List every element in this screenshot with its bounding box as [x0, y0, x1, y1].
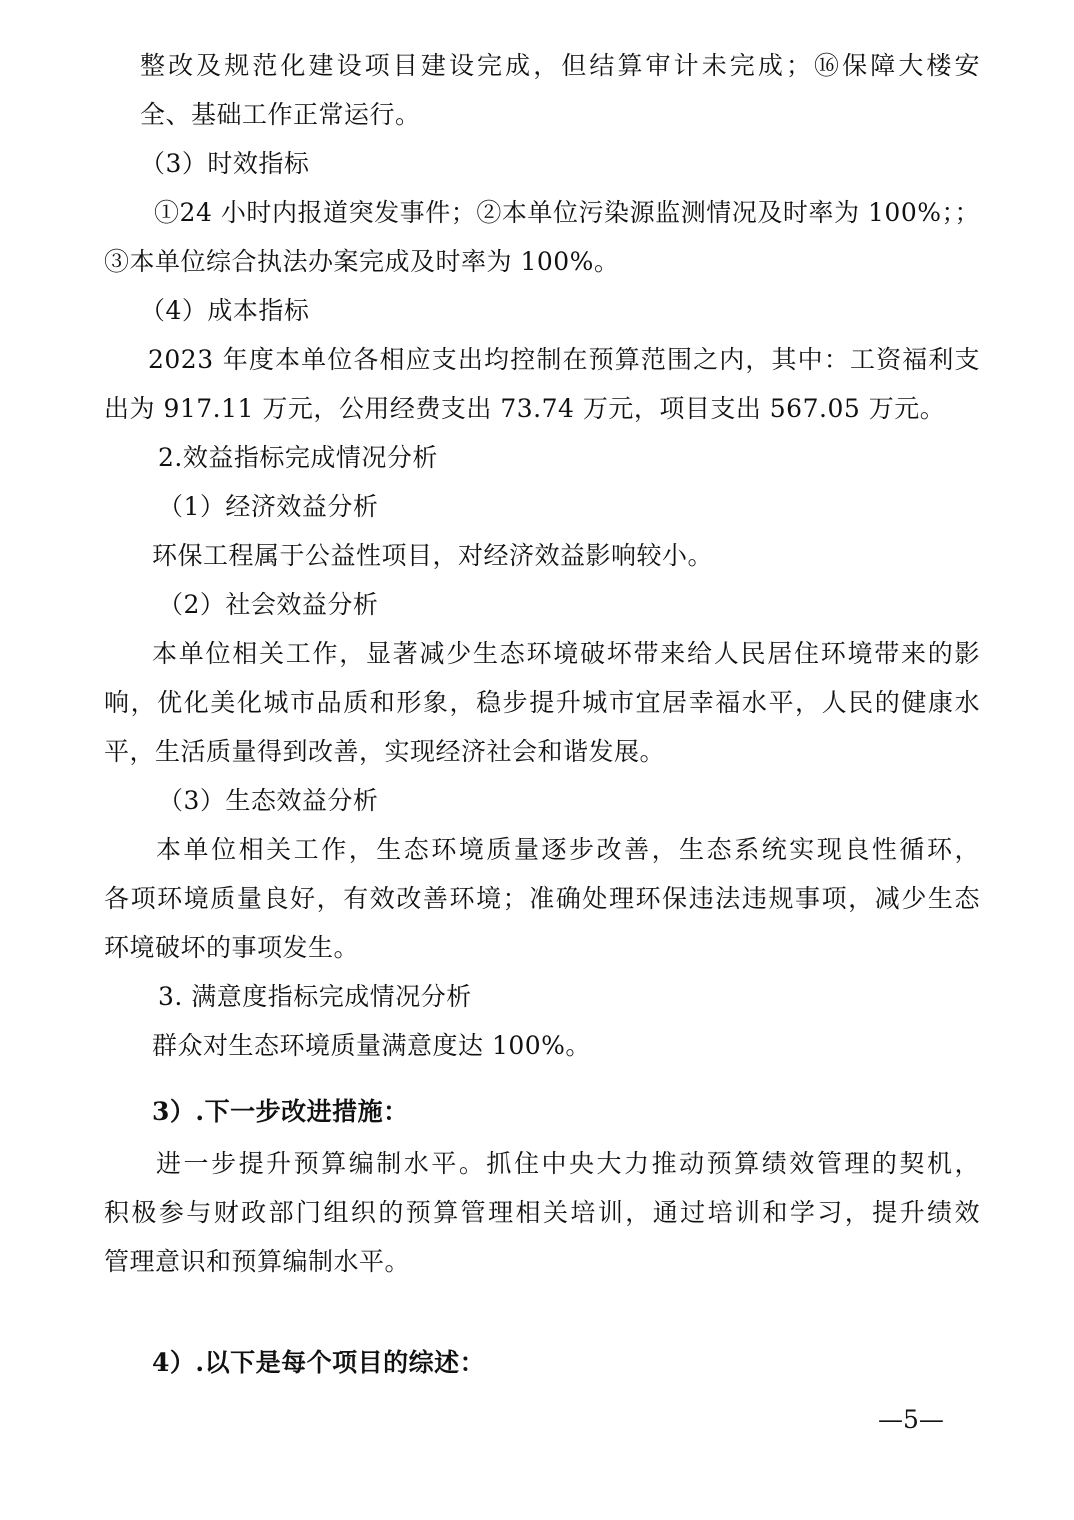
section-heading-economic: （1）经济效益分析 — [158, 492, 379, 521]
text-line-8: 出为 917.11 万元，公用经费支出 73.74 万元，项目支出 567.05 万元。 — [104, 394, 946, 423]
section-heading-satisfaction: 3. 满意度指标完成情况分析 — [158, 982, 472, 1011]
text-line-14: 响，优化美化城市品质和形象，稳步提升城市宜居幸福水平，人民的健康水 — [104, 688, 980, 717]
section-heading-ecological: （3）生态效益分析 — [158, 786, 379, 815]
text-line-2: 全、基础工作正常运行。 — [140, 100, 421, 129]
text-line-15: 平，生活质量得到改善，实现经济社会和谐发展。 — [104, 737, 666, 766]
text-line-25: 管理意识和预算编制水平。 — [104, 1247, 411, 1276]
page-number: —5— — [878, 1405, 944, 1434]
section-heading-timeliness: （3）时效指标 — [140, 149, 310, 178]
section-heading-benefit: 2.效益指标完成情况分析 — [158, 443, 438, 472]
section-heading-cost: （4）成本指标 — [140, 296, 310, 325]
text-line-5: ③本单位综合执法办案完成及时率为 100%。 — [104, 247, 620, 276]
text-line-1: 整改及规范化建设项目建设完成，但结算审计未完成；⑯保障大楼安 — [140, 51, 980, 80]
text-line-13: 本单位相关工作，显著减少生态环境破坏带来给人民居住环境带来的影 — [152, 639, 980, 668]
text-line-19: 环境破坏的事项发生。 — [104, 933, 360, 962]
section-heading-social: （2）社会效益分析 — [158, 590, 379, 619]
text-line-23: 进一步提升预算编制水平。抓住中央大力推动预算绩效管理的契机， — [156, 1149, 980, 1178]
text-line-17: 本单位相关工作，生态环境质量逐步改善，生态系统实现良性循环， — [156, 835, 980, 864]
text-line-24: 积极参与财政部门组织的预算管理相关培训，通过培训和学习，提升绩效 — [104, 1198, 980, 1227]
text-line-7: 2023 年度本单位各相应支出均控制在预算范围之内，其中：工资福利支 — [148, 345, 980, 374]
text-line-21: 群众对生态环境质量满意度达 100%。 — [152, 1031, 591, 1060]
section-heading-projects: 4）.以下是每个项目的综述： — [152, 1348, 486, 1377]
section-heading-improvement: 3）.下一步改进措施： — [152, 1097, 409, 1126]
text-line-18: 各项环境质量良好，有效改善环境；准确处理环保违法违规事项，减少生态 — [104, 884, 980, 913]
text-line-11: 环保工程属于公益性项目，对经济效益影响较小。 — [152, 541, 714, 570]
text-line-4: ①24 小时内报道突发事件；②本单位污染源监测情况及时率为 100%；； — [154, 198, 980, 227]
